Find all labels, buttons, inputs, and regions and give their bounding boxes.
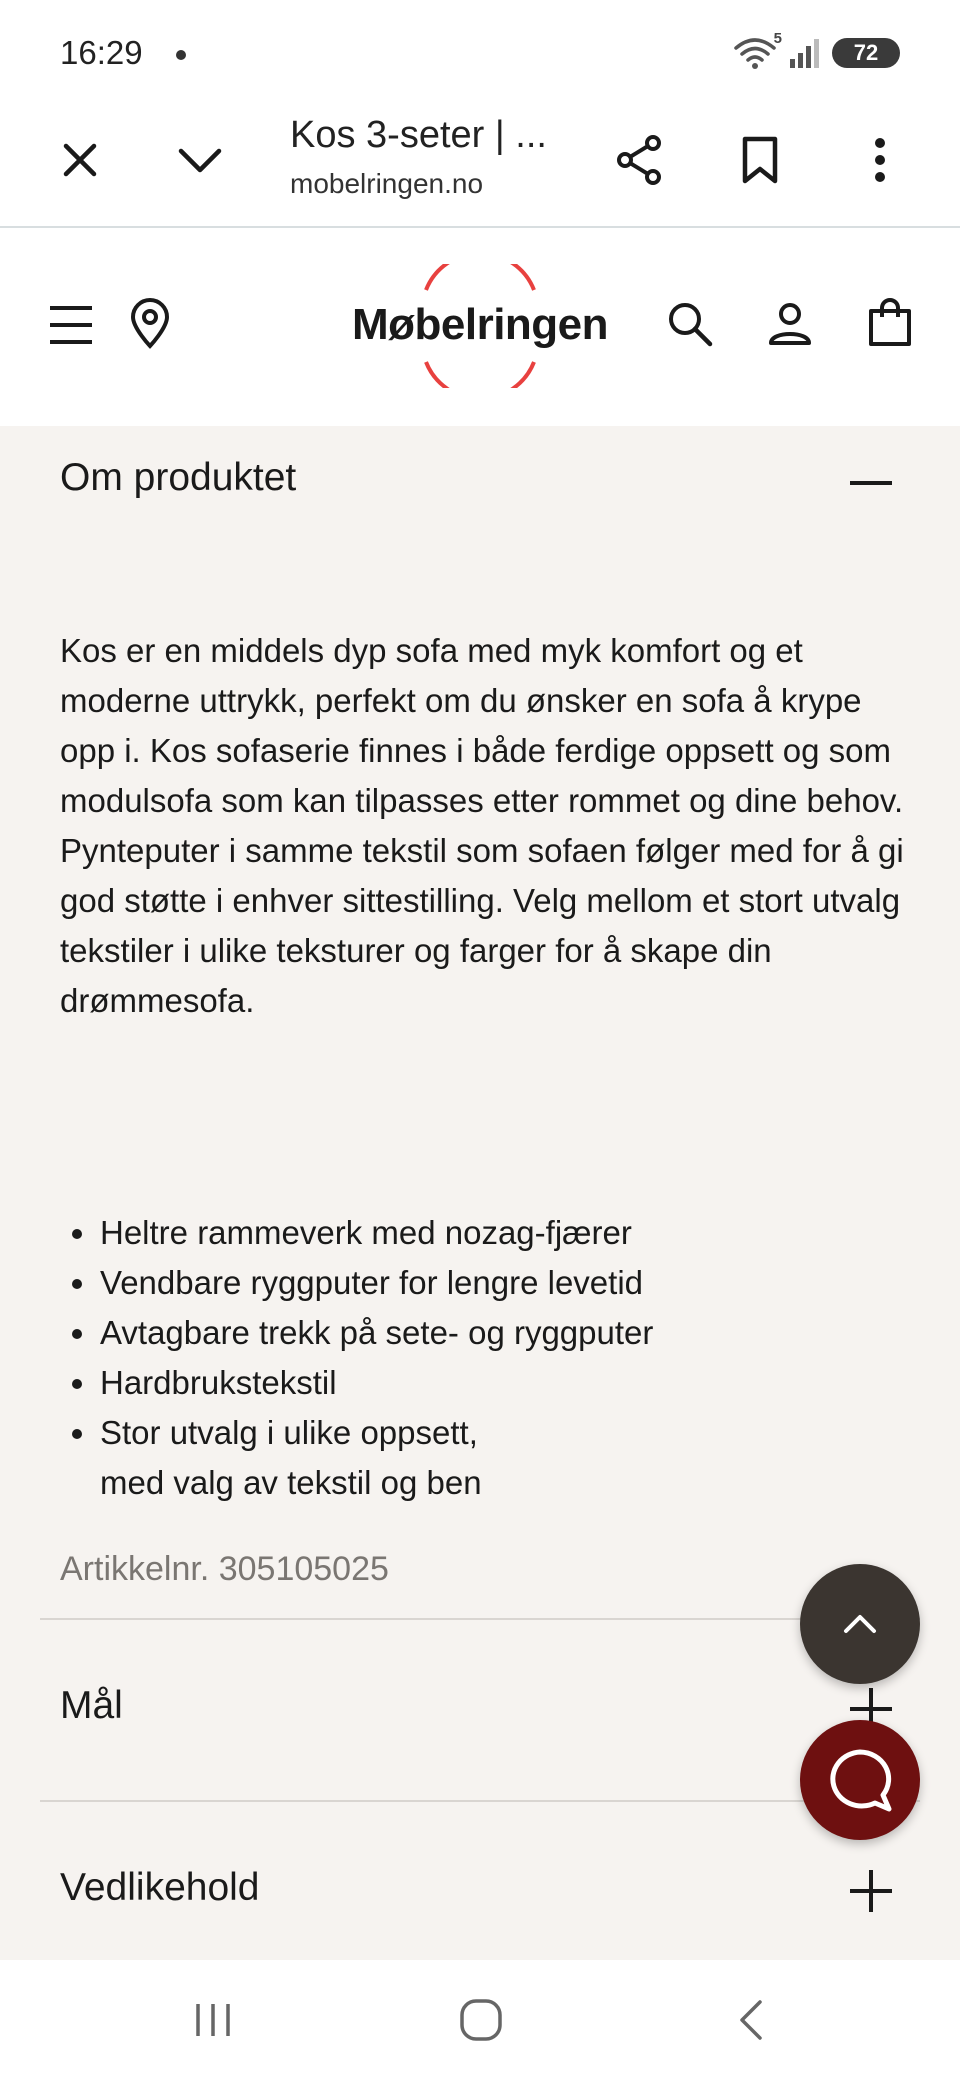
list-item: Stor utvalg i ulike oppsett, med valg av tekstil og ben <box>60 1408 920 1508</box>
site-header <box>0 228 960 426</box>
hamburger-icon[interactable] <box>44 298 98 352</box>
search-icon[interactable] <box>662 296 718 352</box>
logo-text: Møbelringen <box>351 300 609 349</box>
divider <box>40 1800 920 1802</box>
list-item: Vendbare ryggputer for lengre levetid <box>60 1258 920 1308</box>
bookmark-icon[interactable] <box>730 128 790 192</box>
back-icon[interactable] <box>718 1990 784 2050</box>
list-item: Avtagbare trekk på sete- og ryggputer <box>60 1308 920 1358</box>
minus-icon[interactable] <box>850 474 892 492</box>
home-icon[interactable] <box>448 1990 514 2050</box>
wifi-icon <box>732 30 782 70</box>
tab-title[interactable]: Kos 3-seter | ... <box>290 114 547 156</box>
chat-button[interactable] <box>800 1720 920 1840</box>
feature-list <box>60 1208 920 1508</box>
status-time: 16:29 <box>60 34 143 71</box>
page-url[interactable]: mobelringen.no <box>290 168 484 199</box>
scroll-to-top-button[interactable] <box>800 1564 920 1684</box>
notification-dot <box>176 50 186 60</box>
user-icon[interactable] <box>762 296 818 352</box>
product-info <box>0 426 960 1960</box>
accordion-header-dimensions[interactable]: Mål <box>60 1684 123 1727</box>
list-item: Hardbrukstekstil <box>60 1358 920 1408</box>
chat-bubble-icon <box>825 1747 895 1813</box>
status-bar <box>0 0 960 100</box>
article-number: Artikkelnr. 305105025 <box>60 1550 389 1588</box>
location-pin-icon[interactable] <box>122 294 178 354</box>
site-logo[interactable] <box>350 264 610 388</box>
accordion-header-about[interactable]: Om produktet <box>60 456 297 499</box>
product-description: Kos er en middels dyp sofa med myk komfort og et moderne uttrykk, perfekt om du ønsker en sofa å krype opp i. Kos sofaserie finnes i både ferdige oppsett og som modulsofa som kan tilpasses etter rommet og dine behov. Pynteputer i samme tekstil som sofaen følger med for å gi god støtte i enhver sittestilling. Velg mellom et stort utvalg tekstiler i ulike teksturer og farger for å skape din drømmesofa. <box>60 632 904 1019</box>
shopping-bag-icon[interactable] <box>862 292 918 352</box>
system-navigation-bar <box>0 1960 960 2080</box>
recent-apps-icon[interactable] <box>180 1990 246 2050</box>
battery-indicator: 72 <box>832 38 900 68</box>
more-vertical-icon[interactable] <box>850 128 910 192</box>
list-item: Heltre rammeverk med nozag-fjærer <box>60 1208 920 1258</box>
accordion-header-maintenance[interactable]: Vedlikehold <box>60 1866 260 1909</box>
chevron-down-icon[interactable] <box>170 130 230 190</box>
share-icon[interactable] <box>610 128 670 192</box>
signal-icon <box>788 37 822 69</box>
browser-toolbar <box>0 100 960 228</box>
plus-icon[interactable] <box>850 1870 892 1917</box>
wifi-badge: 5 <box>773 30 782 47</box>
close-icon[interactable] <box>50 130 110 190</box>
divider <box>40 1618 920 1620</box>
chevron-up-icon <box>843 1613 877 1635</box>
status-icons <box>732 30 900 70</box>
